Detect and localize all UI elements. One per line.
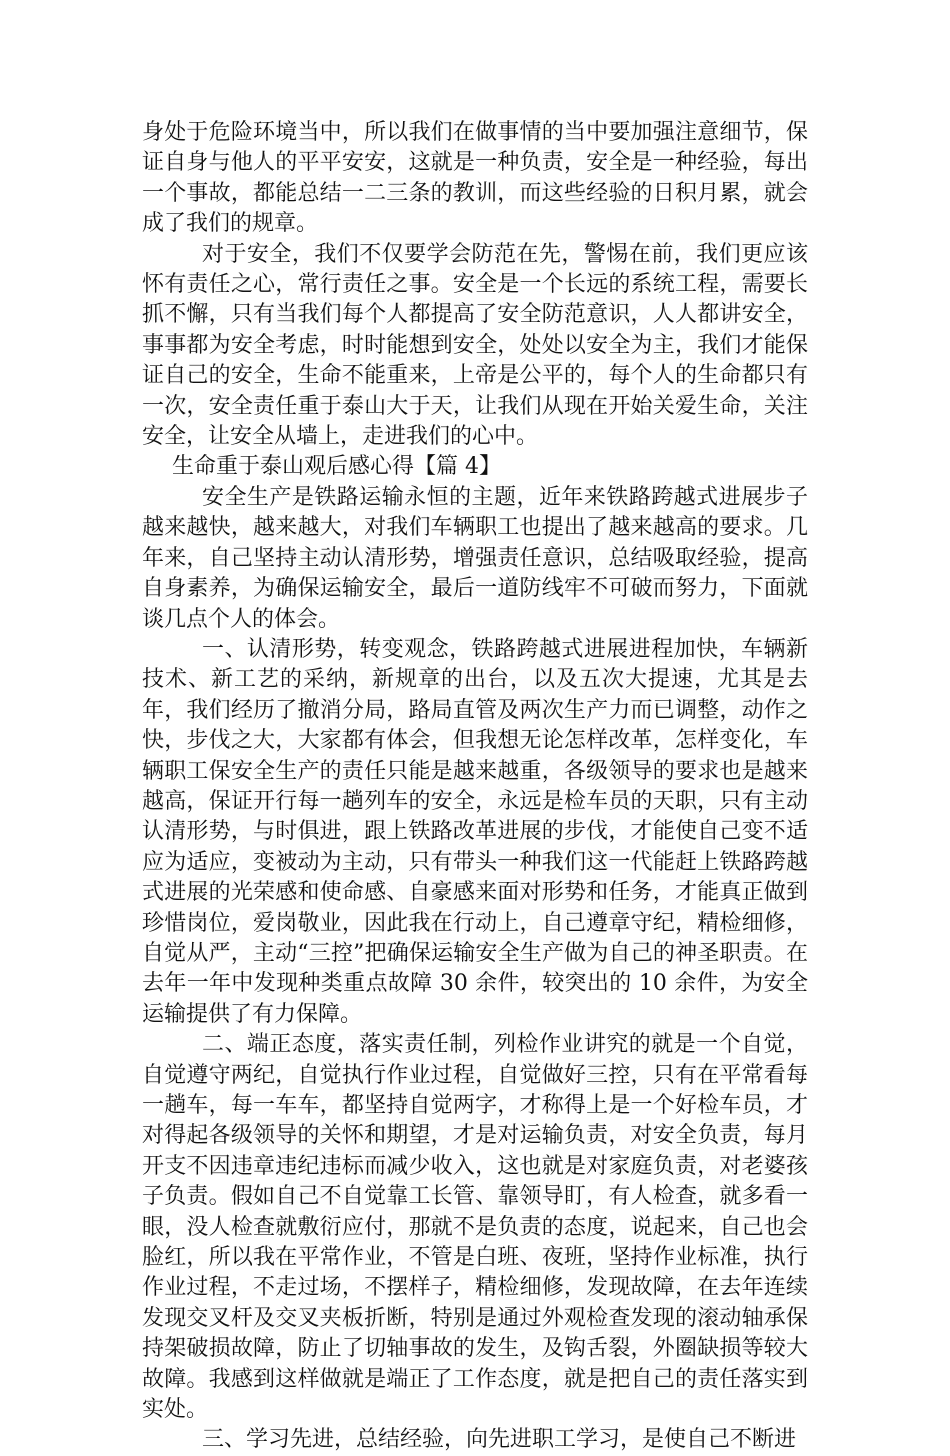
section-heading: 生命重于泰山观后感心得【篇 4】 xyxy=(172,454,501,480)
paragraph-6: 三、学习先进，总结经验，向先进职工学习，是使自己不断进 xyxy=(202,1427,797,1453)
paragraph-3: 安全生产是铁路运输永恒的主题，近年来铁路跨越式进展步子越来越快，越来越大，对我们车辆职工也提出了越来越高的要求。几年来，自己坚持主动认清形势，增强责任意识，总结吸取经验，提高自身素养，为确保运输安全，最后一道防线牢不可破而努力，下面就谈几点个人的体会。 xyxy=(142,484,808,632)
paragraph-4: 一、认清形势，转变观念，铁路跨越式进展进程加快，车辆新技术、新工艺的采纳，新规章的出台，以及五次大提速，尤其是去年，我们经历了撤消分局，路局直管及两次生产力而已调整，动作之快，步伐之大，大家都有体会，但我想无论怎样改革，怎样变化，车辆职工保安全生产的责任只能是越来越重，各级领导的要求也是越来越高，保证开行每一趟列车的安全，永远是检车员的天职，只有主动认清形势，与时俱进，跟上铁路改革进展的步伐，才能使自己变不适应为适应，变被动为主动，只有带头一种我们这一代能赶上铁路跨越式进展的光荣感和使命感、自豪感来面对形势和任务，才能真正做到珍惜岗位，爱岗敬业，因此我在行动上，自己遵章守纪，精检细修，自觉从严，主动“三控”把确保运输安全生产做为自己的神圣职责。在去年一年中发现种类重点故障 30 余件，较突出的 10 余件，为安全运输提供了有力保障。 xyxy=(142,636,808,1027)
paragraph-2: 对于安全，我们不仅要学会防范在先，警惕在前，我们更应该怀有责任之心，常行责任之事。安全是一个长远的系统工程，需要长抓不懈，只有当我们每个人都提高了安全防范意识，人人都讲安全，事事都为安全考虑，时时能想到安全，处处以安全为主，我们才能保证自己的安全，生命不能重来，上帝是公平的，每个人的生命都只有一次，安全责任重于泰山大于天，让我们从现在开始关爱生命，关注安全，让安全从墙上，走进我们的心中。 xyxy=(142,241,808,450)
paragraph-5: 二、端正态度，落实责任制，列检作业讲究的就是一个自觉，自觉遵守两纪，自觉执行作业过程，自觉做好三控，只有在平常看每一趟车，每一车车，都坚持自觉两字，才称得上是一个好检车员，才对得起各级领导的关怀和期望，才是对运输负责，对安全负责，每月开支不因违章违纪违标而减少收入，这也就是对家庭负责，对老婆孩子负责。假如自己不自觉靠工长管、靠领导盯，有人检查，就多看一眼，没人检查就敷衍应付，那就不是负责的态度，说起来，自己也会脸红，所以我在平常作业，不管是白班、夜班，坚持作业标准，执行作业过程，不走过场，不摆样子，精检细修，发现故障，在去年连续发现交叉杆及交叉夹板折断，特别是通过外观检查发现的滚动轴承保持架破损故障，防止了切轴事故的发生，及钩舌裂，外圈缺损等较大故障。我感到这样做就是端正了工作态度，就是把自己的责任落实到实处。 xyxy=(142,1032,808,1423)
paragraph-1: 身处于危险环境当中，所以我们在做事情的当中要加强注意细节，保证自身与他人的平平安安，这就是一种负责，安全是一种经验，每出一个事故，都能总结一二三条的教训，而这些经验的日积月累，就会成了我们的规章。 xyxy=(142,120,808,237)
document-body xyxy=(142,118,808,1456)
